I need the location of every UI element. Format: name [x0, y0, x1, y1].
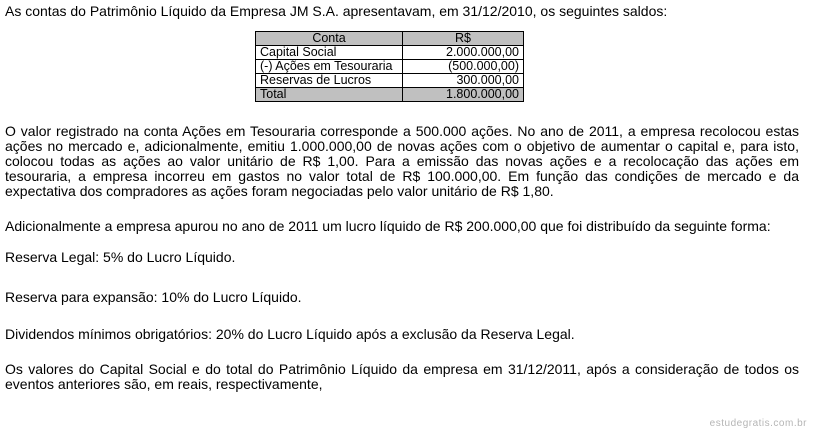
cell-valor: (500.000,00)	[403, 60, 524, 74]
header-conta: Conta	[256, 32, 403, 46]
cell-valor: 300.000,00	[403, 74, 524, 88]
table-row	[256, 46, 524, 60]
intro-text: As contas do Patrimônio Líquido da Empresa JM S.A. apresentavam, em 31/12/2010, os seguintes saldos:	[5, 3, 668, 19]
header-valor: R$	[403, 32, 524, 46]
paragraph-legal-reserve: Reserva Legal: 5% do Lucro Líquido.	[5, 249, 236, 265]
cell-conta: (-) Ações em Tesouraria	[256, 60, 403, 74]
paragraph-question: Os valores do Capital Social e do total do Patrimônio Líquido da empresa em 31/12/2011, após a consideração de todos os eventos anteriores são, em reais, respectivamente,	[5, 361, 799, 392]
cell-conta: Reservas de Lucros	[256, 74, 403, 88]
table-total-row	[256, 88, 524, 102]
table-row	[256, 60, 524, 74]
cell-valor: 2.000.000,00	[403, 46, 524, 60]
paragraph-treasury-shares: O valor registrado na conta Ações em Tesouraria corresponde a 500.000 ações. No ano de 2011, a empresa recolocou estas ações no mercado e, adicionalmente, emitiu 1.000.000,00 de novas ações com o objetivo de aumentar o capital e, para isto, colocou todas as ações ao valor unitário de R$ 1,00. Para a emissão das novas ações e a recolocação das ações em tesouraria, a empresa incorreu em gastos no valor total de R$ 100.000,00. Em função das condições de mercado e da expectativa dos compradores as ações foram negociadas pelo valor unitário de R$ 1,80.	[5, 123, 799, 199]
table-header-row	[256, 32, 524, 46]
cell-total-label: Total	[256, 88, 403, 102]
table-row	[256, 74, 524, 88]
paragraph-expansion-reserve: Reserva para expansão: 10% do Lucro Líquido.	[5, 289, 302, 305]
paragraph-net-income: Adicionalmente a empresa apurou no ano de 2011 um lucro líquido de R$ 200.000,00 que foi distribuído da seguinte forma:	[5, 218, 771, 234]
cell-total-value: 1.800.000,00	[403, 88, 524, 102]
paragraph-dividends: Dividendos mínimos obrigatórios: 20% do Lucro Líquido após a exclusão da Reserva Legal.	[5, 326, 575, 342]
cell-conta: Capital Social	[256, 46, 403, 60]
balance-table	[255, 31, 524, 102]
watermark: estudegratis.com.br	[709, 418, 807, 429]
